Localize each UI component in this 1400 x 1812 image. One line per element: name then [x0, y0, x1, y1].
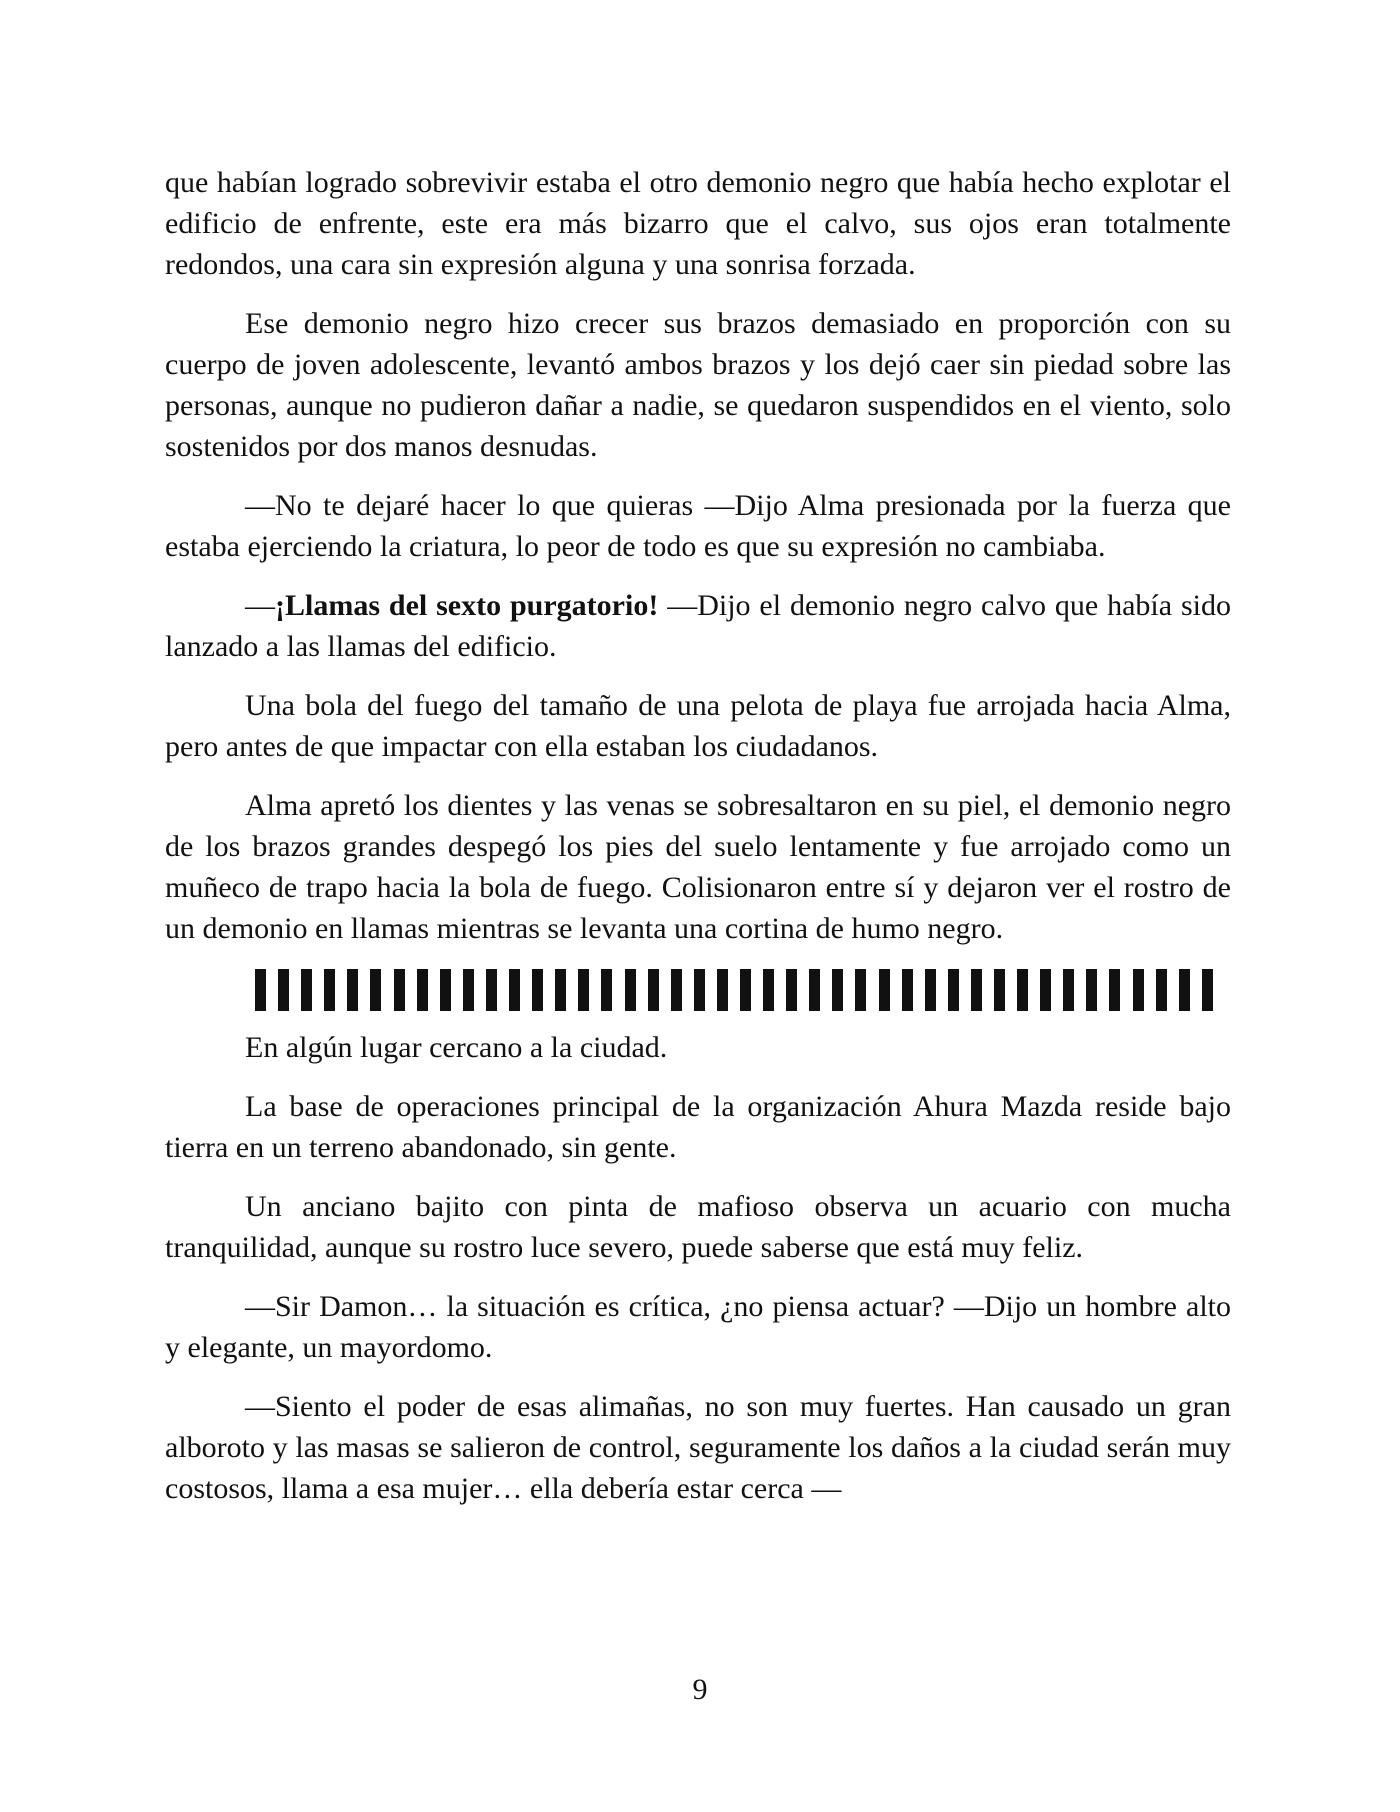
- separator-bar: [786, 969, 797, 1011]
- scene-separator: [255, 967, 1213, 1013]
- paragraph: —Siento el poder de esas alimañas, no son muy fuertes. Han causado un gran alboroto y las masas se salieron de control, seguramente los daños a la ciudad serán muy costosos, llama a esa mujer… ella debería estar cerca —: [165, 1390, 1231, 1505]
- separator-bar: [347, 969, 358, 1011]
- separator-bar: [1202, 969, 1213, 1011]
- separator-bar: [855, 969, 866, 1011]
- separator-bar: [948, 969, 959, 1011]
- separator-bar: [971, 969, 982, 1011]
- separator-bar: [902, 969, 913, 1011]
- separator-bar: [809, 969, 820, 1011]
- separator-bar: [417, 969, 428, 1011]
- shout-bold-text: ¡Llamas del sexto purgatorio!: [275, 589, 659, 622]
- separator-bar: [1179, 969, 1190, 1011]
- separator-bar: [879, 969, 890, 1011]
- separator-bar: [625, 969, 636, 1011]
- paragraph: En algún lugar cercano a la ciudad.: [245, 1031, 668, 1064]
- separator-bar: [578, 969, 589, 1011]
- paragraph: Una bola del fuego del tamaño de una pelota de playa fue arrojada hacia Alma, pero antes de que impactar con ella estaban los ciudadanos.: [165, 689, 1231, 763]
- paragraph-shout: [165, 585, 1231, 667]
- separator-bar: [1040, 969, 1051, 1011]
- separator-bar: [994, 969, 1005, 1011]
- body-text: [165, 162, 1231, 1527]
- separator-bar: [555, 969, 566, 1011]
- separator-bar: [1109, 969, 1120, 1011]
- separator-bar: [763, 969, 774, 1011]
- separator-bar: [301, 969, 312, 1011]
- separator-bar: [440, 969, 451, 1011]
- separator-bar: [740, 969, 751, 1011]
- paragraph: que habían logrado sobrevivir estaba el otro demonio negro que había hecho explotar el edificio de enfrente, este era más bizarro que el calvo, sus ojos eran totalmente redondos, una cara sin expresión alguna y una sonrisa forzada.: [165, 166, 1231, 281]
- separator-bar: [463, 969, 474, 1011]
- paragraph: —No te dejaré hacer lo que quieras —Dijo Alma presionada por la fuerza que estaba ejerciendo la criatura, lo peor de todo es que su expresión no cambiaba.: [165, 489, 1231, 563]
- separator-bar: [694, 969, 705, 1011]
- separator-bar: [832, 969, 843, 1011]
- separator-bar: [1017, 969, 1028, 1011]
- separator-bar: [1156, 969, 1167, 1011]
- paragraph: —Sir Damon… la situación es crítica, ¿no piensa actuar? —Dijo un hombre alto y elegante, un mayordomo.: [165, 1290, 1231, 1364]
- paragraph: Un anciano bajito con pinta de mafioso observa un acuario con mucha tranquilidad, aunque su rostro luce severo, puede saberse que está muy feliz.: [165, 1190, 1231, 1264]
- separator-bar: [1133, 969, 1144, 1011]
- paragraph: La base de operaciones principal de la organización Ahura Mazda reside bajo tierra en un terreno abandonado, sin gente.: [165, 1090, 1231, 1164]
- separator-bar: [532, 969, 543, 1011]
- separator-bar: [394, 969, 405, 1011]
- page-number: 9: [692, 1673, 708, 1706]
- separator-bar: [486, 969, 497, 1011]
- separator-bar: [601, 969, 612, 1011]
- paragraph: Ese demonio negro hizo crecer sus brazos demasiado en proporción con su cuerpo de joven adolescente, levantó ambos brazos y los dejó caer sin piedad sobre las personas, aunque no pudieron dañar a nadie, se quedaron suspendidos en el viento, solo sostenidos por dos manos desnudas.: [165, 307, 1231, 463]
- separator-bar: [278, 969, 289, 1011]
- separator-bar: [324, 969, 335, 1011]
- paragraph: Alma apretó los dientes y las venas se sobresaltaron en su piel, el demonio negro de los brazos grandes despegó los pies del suelo lentamente y fue arrojado como un muñeco de trapo hacia la bola de fuego. Colisionaron entre sí y dejaron ver el rostro de un demonio en llamas mientras se levanta una cortina de humo negro.: [165, 789, 1231, 945]
- separator-bar: [1086, 969, 1097, 1011]
- dialogue-dash: —: [245, 589, 275, 622]
- separator-bar: [1063, 969, 1074, 1011]
- separator-bar: [509, 969, 520, 1011]
- separator-bar: [671, 969, 682, 1011]
- separator-bar: [717, 969, 728, 1011]
- separator-bar: [255, 969, 266, 1011]
- separator-bar: [925, 969, 936, 1011]
- shout-rest-text: —Dijo el demonio negro calvo que había sido lanzado a las llamas del edificio.: [165, 589, 1231, 663]
- separator-bar: [370, 969, 381, 1011]
- separator-bar: [648, 969, 659, 1011]
